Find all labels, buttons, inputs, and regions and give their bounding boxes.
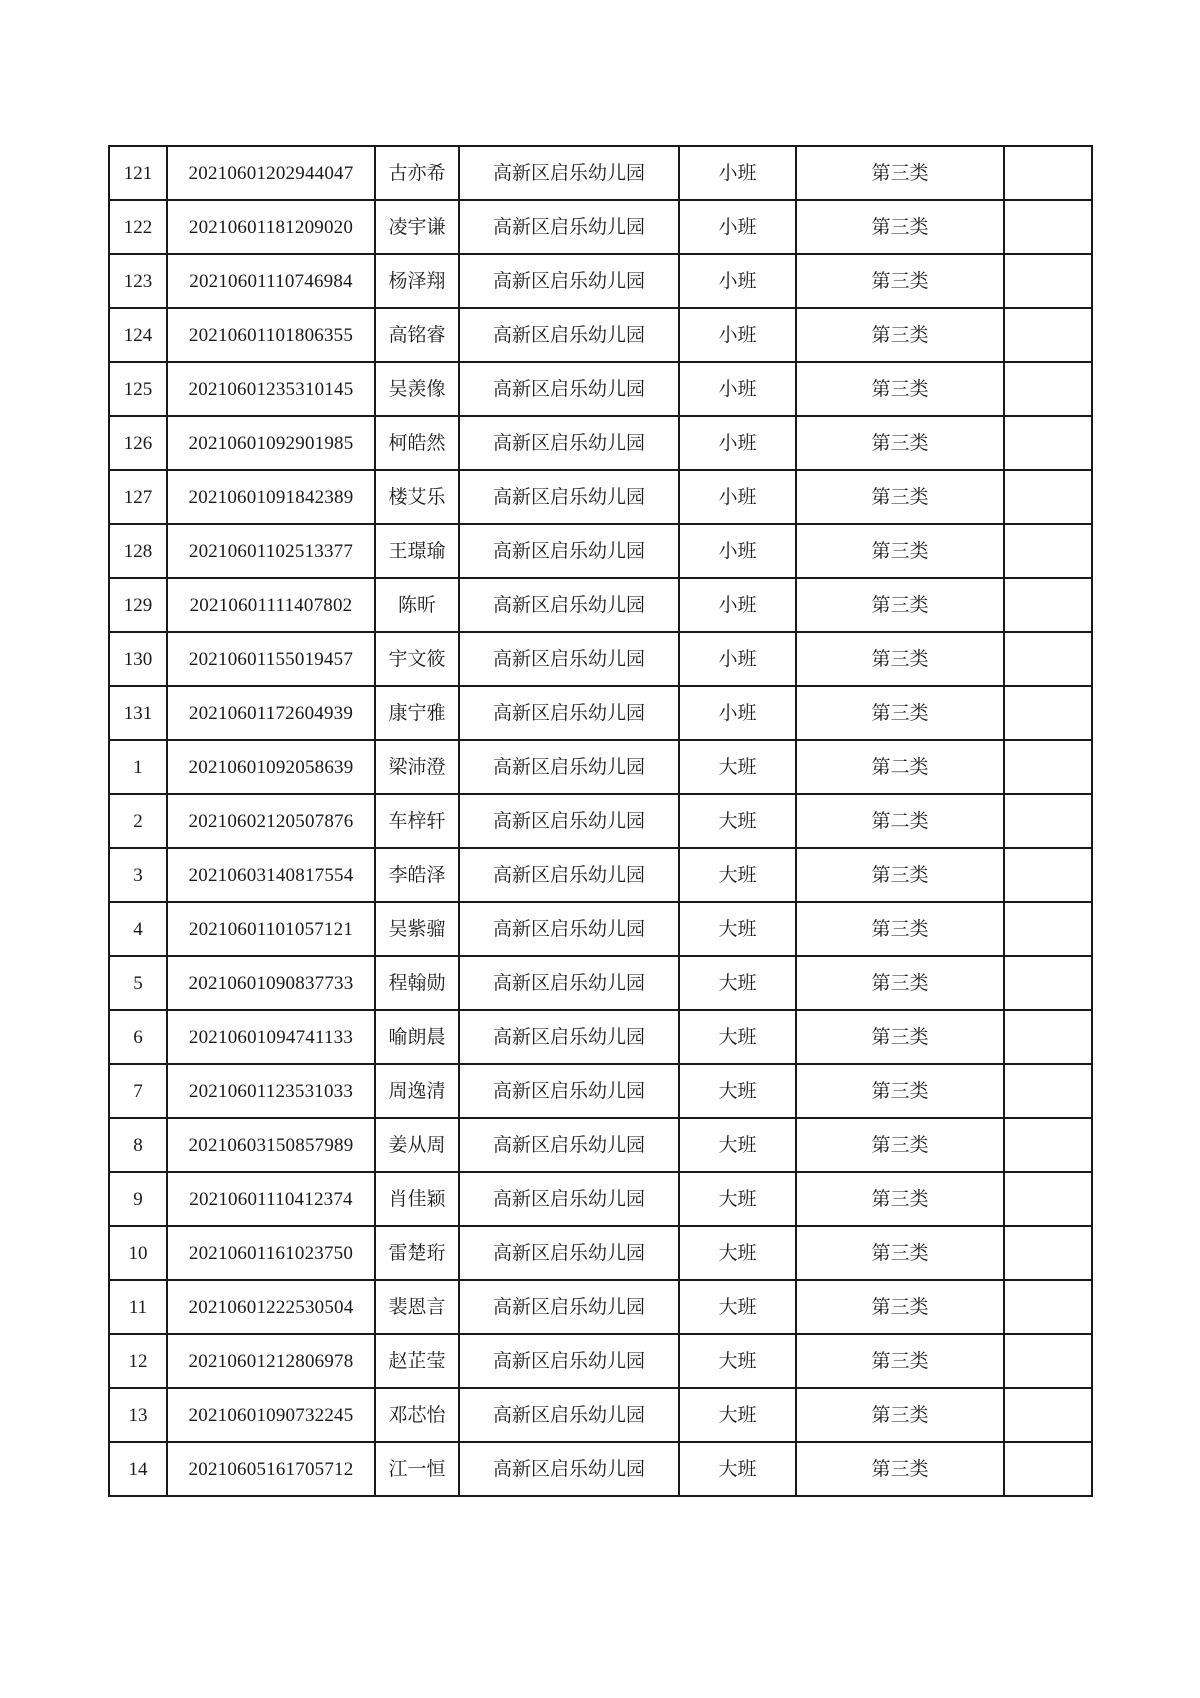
- remark-cell: [1004, 848, 1092, 902]
- registration-id-cell: 20210601235310145: [167, 362, 375, 416]
- class-level-cell: 小班: [679, 686, 796, 740]
- kindergarten-name-cell: 高新区启乐幼儿园: [459, 848, 679, 902]
- row-number-cell: 11: [109, 1280, 167, 1334]
- student-name-cell: 凌宇谦: [375, 200, 459, 254]
- row-number-cell: 10: [109, 1226, 167, 1280]
- row-number-cell: 2: [109, 794, 167, 848]
- student-name-cell: 楼艾乐: [375, 470, 459, 524]
- kindergarten-name-cell: 高新区启乐幼儿园: [459, 1226, 679, 1280]
- row-number-cell: 127: [109, 470, 167, 524]
- student-name-cell: 柯皓然: [375, 416, 459, 470]
- remark-cell: [1004, 686, 1092, 740]
- category-cell: 第三类: [796, 686, 1004, 740]
- class-level-cell: 大班: [679, 1334, 796, 1388]
- kindergarten-name-cell: 高新区启乐幼儿园: [459, 956, 679, 1010]
- table-row: [109, 686, 1092, 740]
- class-level-cell: 大班: [679, 1226, 796, 1280]
- remark-cell: [1004, 200, 1092, 254]
- kindergarten-name-cell: 高新区启乐幼儿园: [459, 1388, 679, 1442]
- registration-id-cell: 20210602120507876: [167, 794, 375, 848]
- class-level-cell: 大班: [679, 1118, 796, 1172]
- remark-cell: [1004, 1064, 1092, 1118]
- student-name-cell: 王璟瑜: [375, 524, 459, 578]
- row-number-cell: 128: [109, 524, 167, 578]
- category-cell: 第三类: [796, 632, 1004, 686]
- class-level-cell: 大班: [679, 1010, 796, 1064]
- registration-id-cell: 20210601110412374: [167, 1172, 375, 1226]
- student-name-cell: 宇文筱: [375, 632, 459, 686]
- category-cell: 第三类: [796, 146, 1004, 200]
- table-row: [109, 848, 1092, 902]
- category-cell: 第三类: [796, 1388, 1004, 1442]
- class-level-cell: 小班: [679, 632, 796, 686]
- remark-cell: [1004, 308, 1092, 362]
- class-level-cell: 小班: [679, 416, 796, 470]
- remark-cell: [1004, 416, 1092, 470]
- student-name-cell: 吴羡像: [375, 362, 459, 416]
- student-name-cell: 程翰勋: [375, 956, 459, 1010]
- remark-cell: [1004, 1442, 1092, 1496]
- remark-cell: [1004, 1280, 1092, 1334]
- class-level-cell: 大班: [679, 740, 796, 794]
- class-level-cell: 小班: [679, 524, 796, 578]
- category-cell: 第三类: [796, 1010, 1004, 1064]
- class-level-cell: 大班: [679, 794, 796, 848]
- class-level-cell: 大班: [679, 1388, 796, 1442]
- row-number-cell: 1: [109, 740, 167, 794]
- category-cell: 第三类: [796, 1280, 1004, 1334]
- registration-id-cell: 20210601212806978: [167, 1334, 375, 1388]
- registration-id-cell: 20210601222530504: [167, 1280, 375, 1334]
- registration-id-cell: 20210601101057121: [167, 902, 375, 956]
- registration-id-cell: 20210601202944047: [167, 146, 375, 200]
- student-name-cell: 雷楚珩: [375, 1226, 459, 1280]
- table-row: [109, 1064, 1092, 1118]
- table-row: [109, 1172, 1092, 1226]
- remark-cell: [1004, 1172, 1092, 1226]
- student-name-cell: 高铭睿: [375, 308, 459, 362]
- remark-cell: [1004, 362, 1092, 416]
- kindergarten-name-cell: 高新区启乐幼儿园: [459, 200, 679, 254]
- kindergarten-name-cell: 高新区启乐幼儿园: [459, 1010, 679, 1064]
- table-row: [109, 902, 1092, 956]
- row-number-cell: 12: [109, 1334, 167, 1388]
- category-cell: 第三类: [796, 308, 1004, 362]
- student-name-cell: 杨泽翔: [375, 254, 459, 308]
- class-level-cell: 小班: [679, 146, 796, 200]
- registration-id-cell: 20210601090732245: [167, 1388, 375, 1442]
- class-level-cell: 小班: [679, 470, 796, 524]
- kindergarten-name-cell: 高新区启乐幼儿园: [459, 1118, 679, 1172]
- remark-cell: [1004, 578, 1092, 632]
- row-number-cell: 122: [109, 200, 167, 254]
- kindergarten-name-cell: 高新区启乐幼儿园: [459, 362, 679, 416]
- registration-id-cell: 20210601110746984: [167, 254, 375, 308]
- student-name-cell: 陈昕: [375, 578, 459, 632]
- student-name-cell: 古亦希: [375, 146, 459, 200]
- category-cell: 第三类: [796, 1064, 1004, 1118]
- enrollment-table: [108, 145, 1093, 1497]
- kindergarten-name-cell: 高新区启乐幼儿园: [459, 1280, 679, 1334]
- table-row: [109, 1442, 1092, 1496]
- row-number-cell: 9: [109, 1172, 167, 1226]
- category-cell: 第三类: [796, 956, 1004, 1010]
- table-row: [109, 632, 1092, 686]
- row-number-cell: 7: [109, 1064, 167, 1118]
- class-level-cell: 小班: [679, 308, 796, 362]
- registration-id-cell: 20210601123531033: [167, 1064, 375, 1118]
- kindergarten-name-cell: 高新区启乐幼儿园: [459, 686, 679, 740]
- kindergarten-name-cell: 高新区启乐幼儿园: [459, 146, 679, 200]
- registration-id-cell: 20210601161023750: [167, 1226, 375, 1280]
- category-cell: 第三类: [796, 200, 1004, 254]
- category-cell: 第三类: [796, 902, 1004, 956]
- remark-cell: [1004, 794, 1092, 848]
- student-name-cell: 李皓泽: [375, 848, 459, 902]
- kindergarten-name-cell: 高新区启乐幼儿园: [459, 470, 679, 524]
- registration-id-cell: 20210601094741133: [167, 1010, 375, 1064]
- row-number-cell: 121: [109, 146, 167, 200]
- class-level-cell: 大班: [679, 1064, 796, 1118]
- kindergarten-name-cell: 高新区启乐幼儿园: [459, 794, 679, 848]
- table-row: [109, 146, 1092, 200]
- table-row: [109, 308, 1092, 362]
- row-number-cell: 4: [109, 902, 167, 956]
- remark-cell: [1004, 146, 1092, 200]
- table-row: [109, 524, 1092, 578]
- student-name-cell: 赵芷莹: [375, 1334, 459, 1388]
- remark-cell: [1004, 956, 1092, 1010]
- remark-cell: [1004, 1118, 1092, 1172]
- registration-id-cell: 20210601111407802: [167, 578, 375, 632]
- class-level-cell: 大班: [679, 956, 796, 1010]
- registration-id-cell: 20210601155019457: [167, 632, 375, 686]
- kindergarten-name-cell: 高新区启乐幼儿园: [459, 416, 679, 470]
- student-name-cell: 吴紫骝: [375, 902, 459, 956]
- kindergarten-name-cell: 高新区启乐幼儿园: [459, 1064, 679, 1118]
- category-cell: 第二类: [796, 740, 1004, 794]
- remark-cell: [1004, 1334, 1092, 1388]
- kindergarten-name-cell: 高新区启乐幼儿园: [459, 1442, 679, 1496]
- category-cell: 第三类: [796, 848, 1004, 902]
- row-number-cell: 125: [109, 362, 167, 416]
- category-cell: 第三类: [796, 416, 1004, 470]
- registration-id-cell: 20210601102513377: [167, 524, 375, 578]
- category-cell: 第三类: [796, 578, 1004, 632]
- row-number-cell: 3: [109, 848, 167, 902]
- class-level-cell: 大班: [679, 1172, 796, 1226]
- category-cell: 第二类: [796, 794, 1004, 848]
- table-row: [109, 1388, 1092, 1442]
- table-row: [109, 1280, 1092, 1334]
- category-cell: 第三类: [796, 524, 1004, 578]
- student-name-cell: 喻朗晨: [375, 1010, 459, 1064]
- registration-id-cell: 20210601172604939: [167, 686, 375, 740]
- registration-id-cell: 20210601181209020: [167, 200, 375, 254]
- row-number-cell: 6: [109, 1010, 167, 1064]
- table-row: [109, 578, 1092, 632]
- row-number-cell: 14: [109, 1442, 167, 1496]
- table-row: [109, 470, 1092, 524]
- class-level-cell: 小班: [679, 578, 796, 632]
- student-name-cell: 姜从周: [375, 1118, 459, 1172]
- student-name-cell: 车梓轩: [375, 794, 459, 848]
- row-number-cell: 13: [109, 1388, 167, 1442]
- kindergarten-name-cell: 高新区启乐幼儿园: [459, 902, 679, 956]
- remark-cell: [1004, 254, 1092, 308]
- category-cell: 第三类: [796, 1118, 1004, 1172]
- table-row: [109, 254, 1092, 308]
- registration-id-cell: 20210603150857989: [167, 1118, 375, 1172]
- table-row: [109, 1334, 1092, 1388]
- class-level-cell: 大班: [679, 1280, 796, 1334]
- row-number-cell: 130: [109, 632, 167, 686]
- class-level-cell: 小班: [679, 362, 796, 416]
- row-number-cell: 131: [109, 686, 167, 740]
- registration-id-cell: 20210601092058639: [167, 740, 375, 794]
- kindergarten-name-cell: 高新区启乐幼儿园: [459, 1334, 679, 1388]
- row-number-cell: 5: [109, 956, 167, 1010]
- remark-cell: [1004, 740, 1092, 794]
- table-row: [109, 956, 1092, 1010]
- class-level-cell: 大班: [679, 1442, 796, 1496]
- registration-id-cell: 20210605161705712: [167, 1442, 375, 1496]
- remark-cell: [1004, 1388, 1092, 1442]
- row-number-cell: 124: [109, 308, 167, 362]
- remark-cell: [1004, 470, 1092, 524]
- table-row: [109, 200, 1092, 254]
- registration-id-cell: 20210601091842389: [167, 470, 375, 524]
- table-row: [109, 416, 1092, 470]
- table-row: [109, 1226, 1092, 1280]
- remark-cell: [1004, 1010, 1092, 1064]
- table-row: [109, 1010, 1092, 1064]
- class-level-cell: 大班: [679, 902, 796, 956]
- class-level-cell: 小班: [679, 254, 796, 308]
- category-cell: 第三类: [796, 254, 1004, 308]
- table-row: [109, 1118, 1092, 1172]
- table-row: [109, 794, 1092, 848]
- student-name-cell: 邓芯怡: [375, 1388, 459, 1442]
- student-name-cell: 江一恒: [375, 1442, 459, 1496]
- kindergarten-name-cell: 高新区启乐幼儿园: [459, 1172, 679, 1226]
- kindergarten-name-cell: 高新区启乐幼儿园: [459, 578, 679, 632]
- registration-id-cell: 20210601101806355: [167, 308, 375, 362]
- table-body: [109, 146, 1092, 1496]
- category-cell: 第三类: [796, 1226, 1004, 1280]
- student-name-cell: 康宁雅: [375, 686, 459, 740]
- kindergarten-name-cell: 高新区启乐幼儿园: [459, 740, 679, 794]
- kindergarten-name-cell: 高新区启乐幼儿园: [459, 254, 679, 308]
- kindergarten-name-cell: 高新区启乐幼儿园: [459, 524, 679, 578]
- category-cell: 第三类: [796, 1172, 1004, 1226]
- remark-cell: [1004, 524, 1092, 578]
- remark-cell: [1004, 1226, 1092, 1280]
- kindergarten-name-cell: 高新区启乐幼儿园: [459, 632, 679, 686]
- table-row: [109, 740, 1092, 794]
- student-name-cell: 周逸清: [375, 1064, 459, 1118]
- row-number-cell: 8: [109, 1118, 167, 1172]
- registration-id-cell: 20210601092901985: [167, 416, 375, 470]
- registration-id-cell: 20210603140817554: [167, 848, 375, 902]
- student-name-cell: 梁沛澄: [375, 740, 459, 794]
- remark-cell: [1004, 632, 1092, 686]
- kindergarten-name-cell: 高新区启乐幼儿园: [459, 308, 679, 362]
- category-cell: 第三类: [796, 1334, 1004, 1388]
- class-level-cell: 小班: [679, 200, 796, 254]
- registration-id-cell: 20210601090837733: [167, 956, 375, 1010]
- table-row: [109, 362, 1092, 416]
- student-name-cell: 肖佳颖: [375, 1172, 459, 1226]
- student-name-cell: 裴恩言: [375, 1280, 459, 1334]
- category-cell: 第三类: [796, 1442, 1004, 1496]
- category-cell: 第三类: [796, 470, 1004, 524]
- row-number-cell: 126: [109, 416, 167, 470]
- class-level-cell: 大班: [679, 848, 796, 902]
- remark-cell: [1004, 902, 1092, 956]
- row-number-cell: 129: [109, 578, 167, 632]
- category-cell: 第三类: [796, 362, 1004, 416]
- row-number-cell: 123: [109, 254, 167, 308]
